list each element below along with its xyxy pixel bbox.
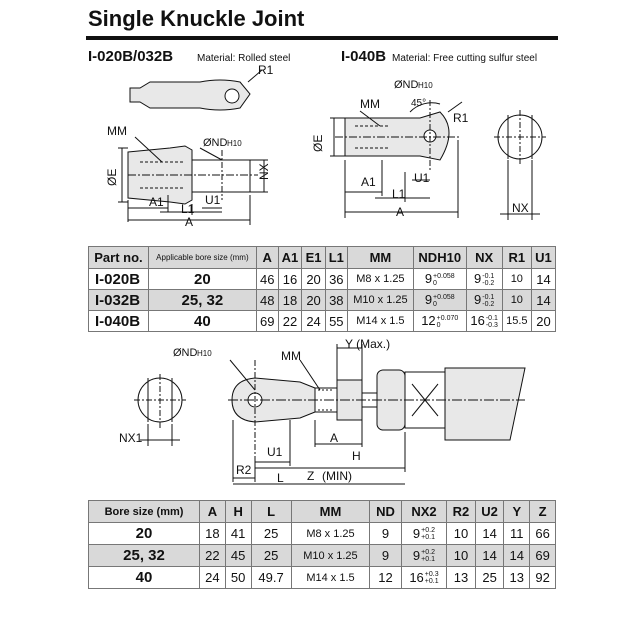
table-row: I-032B 25, 32 48 18 20 38 M10 x 1.25 9 +0.058 0 9 -0.1 -0.2 10 14 bbox=[89, 290, 556, 311]
col-nx: NX bbox=[466, 247, 502, 269]
col-nd: ND bbox=[370, 501, 401, 523]
col-bore: Applicable bore size (mm) bbox=[148, 247, 256, 269]
label-nd-3: ØND bbox=[173, 347, 198, 359]
col-z: Z bbox=[530, 501, 556, 523]
col-bore-size: Bore size (mm) bbox=[89, 501, 200, 523]
col-l1: L1 bbox=[325, 247, 347, 269]
label-h10-3: H10 bbox=[197, 349, 212, 358]
label-l: L bbox=[277, 471, 284, 485]
table-knuckle-dimensions bbox=[88, 246, 556, 332]
label-nd-1: ØND bbox=[203, 137, 228, 149]
label-45deg: 45° bbox=[411, 98, 427, 109]
cell-nx: 9 -0.1 -0.2 bbox=[466, 290, 502, 311]
col-a1: A1 bbox=[278, 247, 302, 269]
label-min: (MIN) bbox=[322, 469, 352, 483]
col-part-no: Part no. bbox=[89, 247, 149, 269]
label-r1-1: R1 bbox=[258, 63, 274, 77]
label-a1-2: A1 bbox=[361, 175, 376, 189]
cell-nd: 9 +0.058 0 bbox=[413, 269, 466, 290]
col-a: A bbox=[200, 501, 226, 523]
label-h: H bbox=[352, 449, 361, 463]
left-part-material: Material: Rolled steel bbox=[197, 53, 291, 64]
col-e1: E1 bbox=[302, 247, 325, 269]
page-title: Single Knuckle Joint bbox=[88, 6, 305, 31]
label-y-max: Y (Max.) bbox=[345, 337, 391, 351]
label-e1-2: ØE bbox=[311, 134, 325, 152]
cell-nd: 9 +0.058 0 bbox=[413, 290, 466, 311]
label-h10-1: H10 bbox=[227, 139, 242, 148]
table-row: 20 18 41 25 M8 x 1.25 9 9 +0.2 +0.1 10 14 11 66 bbox=[89, 523, 556, 545]
label-u1-3: U1 bbox=[267, 445, 283, 459]
col-u1: U1 bbox=[531, 247, 555, 269]
cell-nx2: 9 +0.2 +0.1 bbox=[401, 545, 446, 567]
left-part-name: I-020B/032B bbox=[88, 48, 174, 65]
cell-nx2: 9 +0.2 +0.1 bbox=[401, 523, 446, 545]
label-l1-2: L1 bbox=[392, 187, 406, 201]
label-mm-2: MM bbox=[360, 97, 380, 111]
table-row: 40 24 50 49.7 M14 x 1.5 12 16 +0.3 +0.1 13 25 13 92 bbox=[89, 567, 556, 589]
col-r2: R2 bbox=[447, 501, 476, 523]
label-l1-1: L1 bbox=[181, 202, 195, 216]
right-part-name: I-040B bbox=[341, 48, 387, 65]
label-nx1: NX1 bbox=[119, 431, 143, 445]
col-r1: R1 bbox=[502, 247, 531, 269]
label-r1-2: R1 bbox=[453, 111, 469, 125]
drawing-assembly bbox=[134, 344, 525, 484]
table-row: I-020B 20 46 16 20 36 M8 x 1.25 9 +0.058 0 9 -0.1 -0.2 10 14 bbox=[89, 269, 556, 290]
label-e1-1: ØE bbox=[105, 168, 119, 186]
cell-nd: 12 +0.070 0 bbox=[413, 311, 466, 332]
col-nd: NDH10 bbox=[413, 247, 466, 269]
table-bore-dimensions bbox=[88, 500, 556, 589]
label-h10-2: H10 bbox=[418, 81, 433, 90]
cell-nx: 9 -0.1 -0.2 bbox=[466, 269, 502, 290]
label-z-min: Z bbox=[307, 469, 315, 483]
col-mm: MM bbox=[347, 247, 413, 269]
label-a-3: A bbox=[330, 431, 339, 445]
label-nd-2: ØND bbox=[394, 79, 419, 91]
col-y: Y bbox=[504, 501, 530, 523]
label-r2: R2 bbox=[236, 463, 252, 477]
col-l: L bbox=[251, 501, 291, 523]
drawing-i020b-top bbox=[130, 80, 250, 110]
col-h: H bbox=[225, 501, 251, 523]
table-row: I-040B 40 69 22 24 55 M14 x 1.5 12 +0.070 0 16 -0.1 -0.3 15.5 20 bbox=[89, 311, 556, 332]
label-a-1: A bbox=[185, 215, 194, 229]
label-a1-1: A1 bbox=[149, 195, 164, 209]
label-mm-1: MM bbox=[107, 124, 127, 138]
table-row: 25, 32 22 45 25 M10 x 1.25 9 9 +0.2 +0.1 10 14 14 69 bbox=[89, 545, 556, 567]
cell-nx: 16 -0.1 -0.3 bbox=[466, 311, 502, 332]
right-part-material: Material: Free cutting sulfur steel bbox=[392, 53, 538, 64]
col-u2: U2 bbox=[475, 501, 504, 523]
col-mm: MM bbox=[291, 501, 370, 523]
label-u1-2: U1 bbox=[414, 171, 430, 185]
cell-nx2: 16 +0.3 +0.1 bbox=[401, 567, 446, 589]
label-nx-2: NX bbox=[512, 201, 529, 215]
col-a: A bbox=[256, 247, 278, 269]
label-mm-3: MM bbox=[281, 349, 301, 363]
label-u1-1: U1 bbox=[205, 193, 221, 207]
label-a-2: A bbox=[396, 205, 405, 219]
label-nx-1: NX bbox=[257, 163, 271, 180]
col-nx2: NX2 bbox=[401, 501, 446, 523]
